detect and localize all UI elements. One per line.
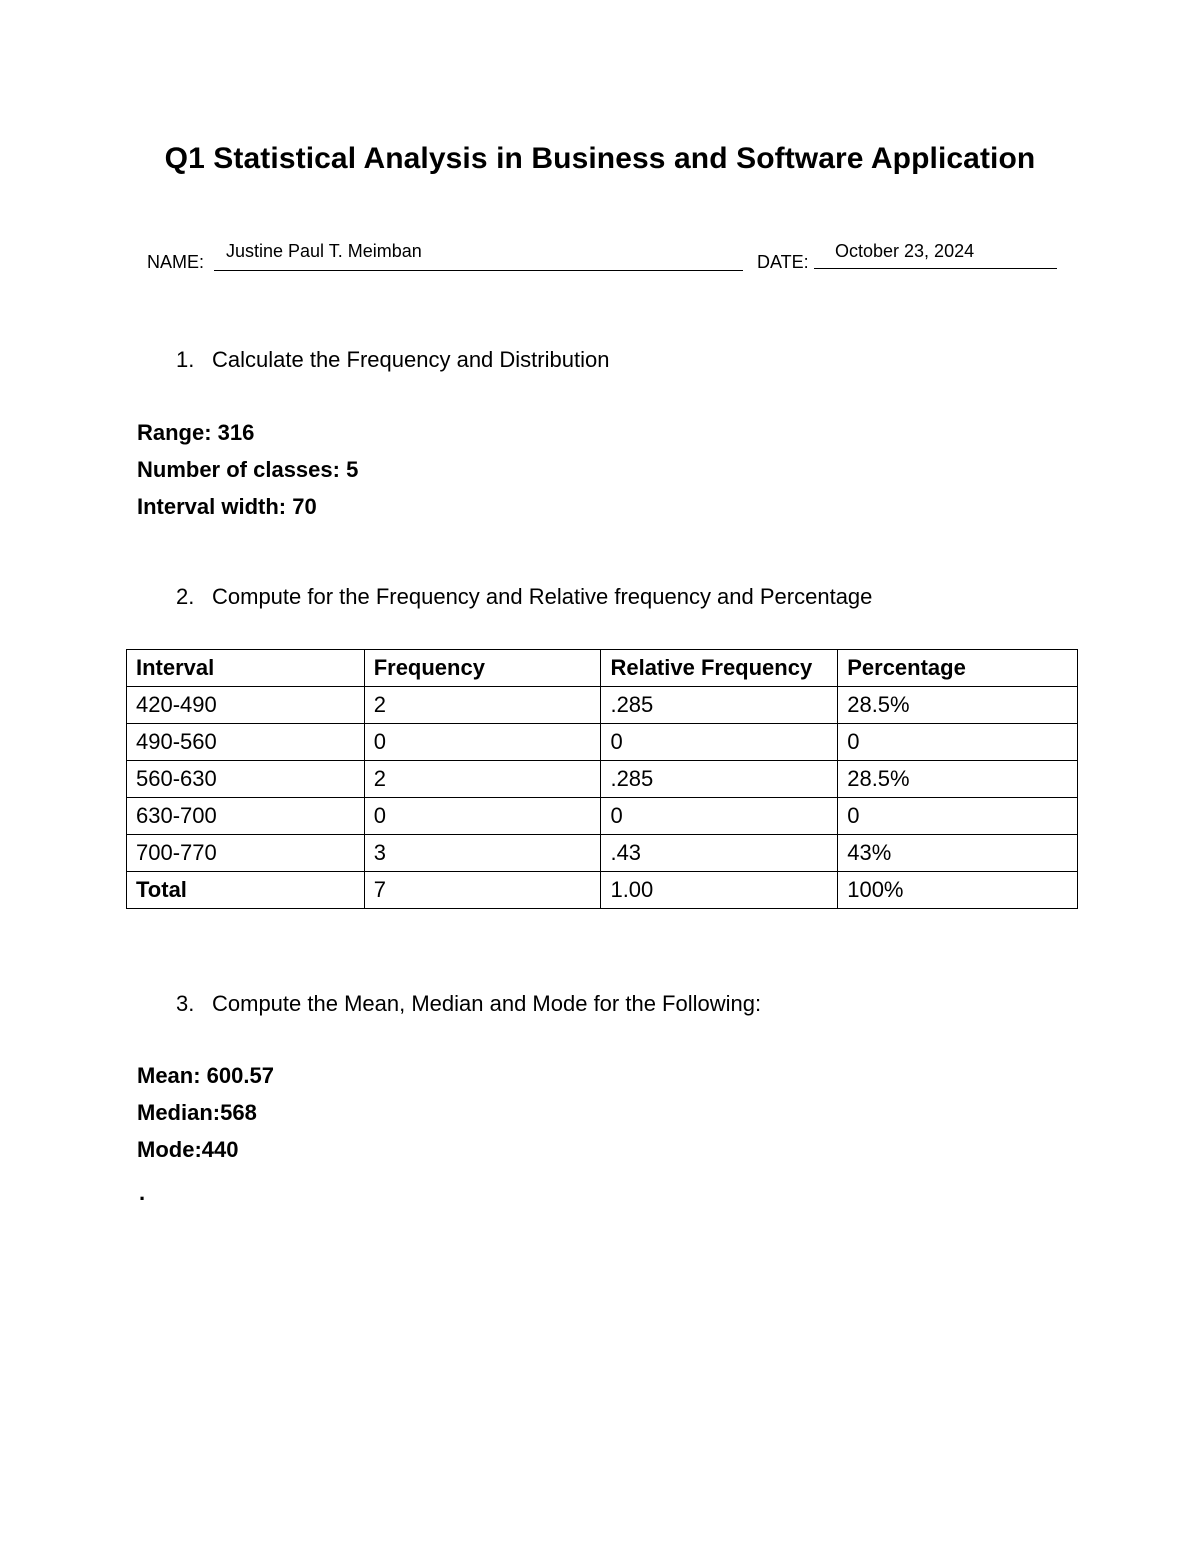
cell-percentage: 28.5% xyxy=(838,761,1078,798)
cell-frequency: 2 xyxy=(364,687,601,724)
mode-line: Mode:440 xyxy=(137,1137,239,1162)
header-interval: Interval xyxy=(127,650,365,687)
question-number: 3. xyxy=(176,991,195,1016)
name-label: NAME: xyxy=(147,252,205,272)
table-row xyxy=(127,798,1078,835)
cell-percentage: 43% xyxy=(838,835,1078,872)
cell-percentage: 0 xyxy=(838,798,1078,835)
median-line: Median:568 xyxy=(137,1100,257,1125)
question-text: Compute for the Frequency and Relative frequency and Percentage xyxy=(212,584,873,609)
cell-relative-frequency: .285 xyxy=(601,687,838,724)
cell-frequency: 3 xyxy=(364,835,601,872)
trailing-period: . xyxy=(139,1180,146,1205)
cell-relative-frequency: 0 xyxy=(601,724,838,761)
table-row xyxy=(127,724,1078,761)
cell-interval: 700-770 xyxy=(127,835,365,872)
cell-percentage: 0 xyxy=(838,724,1078,761)
name-value: Justine Paul T. Meimban xyxy=(226,241,422,261)
cell-interval: 560-630 xyxy=(127,761,365,798)
cell-relative-frequency: .43 xyxy=(601,835,838,872)
question-text: Calculate the Frequency and Distribution xyxy=(212,347,610,372)
date-underline xyxy=(814,268,1057,269)
date-value: October 23, 2024 xyxy=(835,241,975,261)
cell-total-label: Total xyxy=(127,872,365,909)
cell-percentage: 28.5% xyxy=(838,687,1078,724)
question-text: Compute the Mean, Median and Mode for the Following: xyxy=(212,991,762,1016)
date-label: DATE: xyxy=(757,252,809,272)
cell-frequency: 0 xyxy=(364,798,601,835)
header-frequency: Frequency xyxy=(364,650,601,687)
table-total-row xyxy=(127,872,1078,909)
classes-line: Number of classes: 5 xyxy=(137,457,359,482)
question-number: 1. xyxy=(176,347,195,372)
cell-interval: 490-560 xyxy=(127,724,365,761)
question-1 xyxy=(176,347,609,373)
cell-frequency: 2 xyxy=(364,761,601,798)
header-percentage: Percentage xyxy=(838,650,1078,687)
name-underline xyxy=(214,270,743,271)
cell-frequency: 0 xyxy=(364,724,601,761)
cell-relative-frequency: 1.00 xyxy=(601,872,838,909)
table-row xyxy=(127,835,1078,872)
header-relative-frequency: Relative Frequency xyxy=(601,650,838,687)
cell-interval: 420-490 xyxy=(127,687,365,724)
mean-line: Mean: 600.57 xyxy=(137,1063,274,1088)
question-number: 2. xyxy=(176,584,195,609)
table-header-row xyxy=(127,650,1078,687)
question-2 xyxy=(176,584,872,610)
table-row xyxy=(127,761,1078,798)
question-3 xyxy=(176,991,761,1017)
page-title: Q1 Statistical Analysis in Business and Software Application xyxy=(164,142,1036,175)
cell-frequency: 7 xyxy=(364,872,601,909)
range-line: Range: 316 xyxy=(137,420,255,445)
table-row xyxy=(127,687,1078,724)
cell-relative-frequency: 0 xyxy=(601,798,838,835)
frequency-table xyxy=(126,649,1078,909)
cell-relative-frequency: .285 xyxy=(601,761,838,798)
cell-interval: 630-700 xyxy=(127,798,365,835)
cell-percentage: 100% xyxy=(838,872,1078,909)
interval-width-line: Interval width: 70 xyxy=(137,494,317,519)
